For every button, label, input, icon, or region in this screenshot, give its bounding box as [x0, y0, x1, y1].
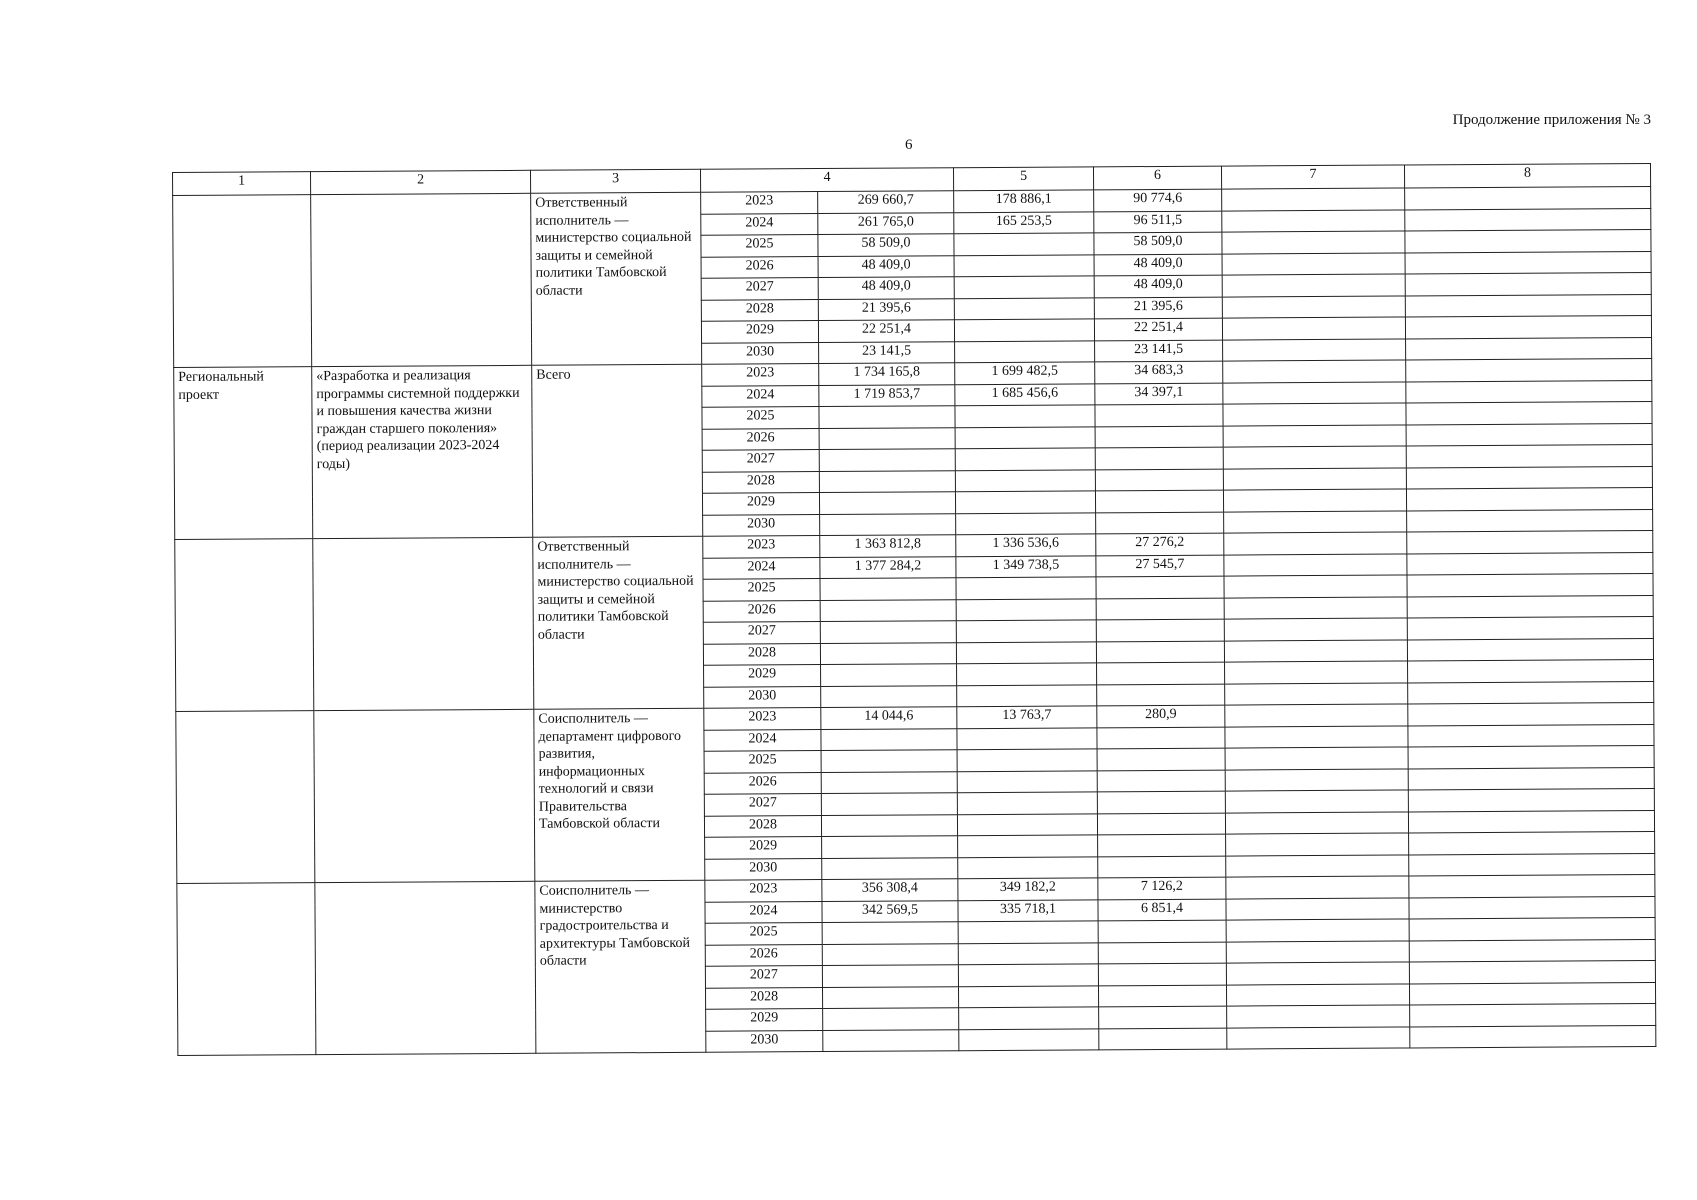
amount-cell-c5: 349 182,2: [958, 878, 1098, 900]
amount-cell-c5: [954, 276, 1094, 298]
empty-cell: [1224, 532, 1407, 555]
empty-cell: [1222, 252, 1405, 275]
empty-cell: [1406, 423, 1652, 446]
amount-cell-c4: 1 377 284,2: [820, 556, 956, 578]
amount-cell-c4: 356 308,4: [822, 879, 958, 901]
amount-cell-c4: [819, 449, 955, 471]
year-cell: 2028: [703, 643, 820, 665]
amount-cell-c4: [823, 1029, 959, 1051]
empty-cell: [1408, 745, 1654, 768]
amount-cell-c5: [955, 426, 1095, 448]
amount-cell-c4: [819, 492, 955, 514]
amount-cell-c6: [1095, 490, 1223, 512]
executor-cell: Соисполнитель — департамент цифрового развития, информационных технологий и связи Правительства Тамбовской области: [534, 708, 705, 881]
empty-cell: [1225, 768, 1408, 791]
empty-cell: [1223, 338, 1406, 361]
amount-cell-c6: [1097, 662, 1225, 684]
year-cell: 2027: [705, 966, 822, 988]
amount-cell-c6: [1099, 1028, 1227, 1050]
amount-cell-c4: 1 363 812,8: [820, 535, 956, 557]
empty-cell: [1405, 315, 1651, 338]
column-header: 7: [1221, 165, 1404, 189]
amount-cell-c5: [954, 233, 1094, 255]
empty-cell: [1408, 724, 1654, 747]
year-cell: 2029: [705, 837, 822, 859]
amount-cell-c4: [821, 728, 957, 750]
empty-cell: [1222, 231, 1405, 254]
group-title-cell: [314, 709, 535, 882]
empty-cell: [1408, 659, 1654, 682]
empty-cell: [1226, 876, 1409, 899]
year-cell: 2029: [706, 1009, 823, 1031]
year-cell: 2025: [701, 235, 818, 257]
empty-cell: [1224, 510, 1407, 533]
year-cell: 2029: [704, 665, 821, 687]
amount-cell-c5: [959, 1028, 1099, 1050]
amount-cell-c6: [1097, 727, 1225, 749]
amount-cell-c5: 335 718,1: [958, 899, 1098, 921]
amount-cell-c6: 58 509,0: [1094, 232, 1222, 254]
amount-cell-c5: [955, 405, 1095, 427]
amount-cell-c5: [954, 254, 1094, 276]
column-header: 5: [953, 167, 1093, 191]
year-cell: 2024: [705, 901, 822, 923]
year-cell: 2026: [705, 944, 822, 966]
empty-cell: [1406, 466, 1652, 489]
budget-table: [172, 163, 1656, 1056]
empty-cell: [1226, 833, 1409, 856]
year-cell: 2028: [704, 815, 821, 837]
amount-cell-c4: 22 251,4: [818, 320, 954, 342]
executor-cell: Ответственный исполнитель — министерство социальной защиты и семейной политики Тамбовской области: [533, 536, 704, 709]
group-title-cell: [315, 881, 536, 1054]
amount-cell-c4: [821, 814, 957, 836]
amount-cell-c6: [1097, 791, 1225, 813]
empty-cell: [1224, 618, 1407, 641]
empty-cell: [1405, 294, 1651, 317]
amount-cell-c6: 48 409,0: [1094, 275, 1222, 297]
amount-cell-c6: 27 276,2: [1096, 533, 1224, 555]
empty-cell: [1409, 831, 1655, 854]
empty-cell: [1222, 274, 1405, 297]
year-cell: 2025: [702, 407, 819, 429]
empty-cell: [1408, 788, 1654, 811]
empty-cell: [1408, 681, 1654, 704]
column-header: 3: [530, 169, 700, 193]
amount-cell-c6: 21 395,6: [1094, 297, 1222, 319]
year-cell: 2023: [703, 536, 820, 558]
amount-cell-c5: [958, 942, 1098, 964]
amount-cell-c5: [958, 921, 1098, 943]
empty-cell: [1407, 552, 1653, 575]
amount-cell-c4: [822, 857, 958, 879]
empty-cell: [1406, 487, 1652, 510]
amount-cell-c5: [958, 835, 1098, 857]
empty-cell: [1222, 209, 1405, 232]
amount-cell-c6: [1097, 770, 1225, 792]
year-cell: 2030: [705, 858, 822, 880]
amount-cell-c6: [1095, 426, 1223, 448]
amount-cell-c6: [1097, 748, 1225, 770]
empty-cell: [1224, 639, 1407, 662]
amount-cell-c4: 1 734 165,8: [819, 363, 955, 385]
empty-cell: [1408, 702, 1654, 725]
page-number: 6: [905, 137, 913, 153]
empty-cell: [1225, 682, 1408, 705]
amount-cell-c6: [1096, 576, 1224, 598]
empty-cell: [1410, 1025, 1656, 1048]
year-cell: 2026: [701, 256, 818, 278]
amount-cell-c5: 1 699 482,5: [955, 362, 1095, 384]
empty-cell: [1225, 704, 1408, 727]
year-cell: 2030: [706, 1030, 823, 1052]
empty-cell: [1225, 661, 1408, 684]
empty-cell: [1226, 983, 1409, 1006]
empty-cell: [1226, 940, 1409, 963]
executor-cell: Соисполнитель — министерство градостроительства и архитектуры Тамбовской области: [535, 880, 706, 1053]
year-cell: 2025: [704, 751, 821, 773]
amount-cell-c5: [955, 448, 1095, 470]
empty-cell: [1407, 595, 1653, 618]
amount-cell-c6: [1096, 512, 1224, 534]
empty-cell: [1407, 573, 1653, 596]
empty-cell: [1225, 811, 1408, 834]
empty-cell: [1224, 596, 1407, 619]
amount-cell-c6: 6 851,4: [1098, 899, 1226, 921]
year-cell: 2028: [701, 299, 818, 321]
amount-cell-c4: [822, 836, 958, 858]
year-cell: 2025: [703, 579, 820, 601]
year-cell: 2024: [702, 385, 819, 407]
year-cell: 2023: [702, 364, 819, 386]
amount-cell-c6: [1095, 469, 1223, 491]
amount-cell-c6: 34 397,1: [1095, 383, 1223, 405]
empty-cell: [1406, 337, 1652, 360]
group-type-cell: [173, 195, 312, 368]
year-cell: 2028: [705, 987, 822, 1009]
empty-cell: [1405, 272, 1651, 295]
empty-cell: [1226, 897, 1409, 920]
amount-cell-c4: [821, 685, 957, 707]
amount-cell-c5: [957, 684, 1097, 706]
amount-cell-c5: [954, 297, 1094, 319]
group-type-cell: [176, 711, 315, 884]
amount-cell-c5: [956, 598, 1096, 620]
amount-cell-c5: 13 763,7: [957, 706, 1097, 728]
amount-cell-c6: 90 774,6: [1094, 189, 1222, 211]
year-cell: 2030: [702, 342, 819, 364]
empty-cell: [1409, 853, 1655, 876]
amount-cell-c5: [954, 319, 1094, 341]
amount-cell-c4: [820, 621, 956, 643]
empty-cell: [1227, 1026, 1410, 1049]
column-header: 6: [1093, 166, 1221, 190]
group-title-cell: [313, 537, 534, 710]
amount-cell-c5: [958, 964, 1098, 986]
amount-cell-c4: [823, 1008, 959, 1030]
column-header: 2: [311, 170, 531, 194]
amount-cell-c5: [955, 491, 1095, 513]
amount-cell-c6: 280,9: [1097, 705, 1225, 727]
empty-cell: [1222, 295, 1405, 318]
amount-cell-c5: 165 253,5: [954, 211, 1094, 233]
year-cell: 2023: [705, 880, 822, 902]
year-cell: 2024: [704, 729, 821, 751]
column-header: 1: [173, 172, 311, 196]
year-cell: 2026: [703, 600, 820, 622]
amount-cell-c4: [820, 578, 956, 600]
empty-cell: [1405, 208, 1651, 231]
empty-cell: [1405, 251, 1651, 274]
empty-cell: [1408, 767, 1654, 790]
amount-cell-c4: 58 509,0: [818, 234, 954, 256]
amount-cell-c5: [956, 512, 1096, 534]
amount-cell-c6: [1095, 447, 1223, 469]
amount-cell-c6: 7 126,2: [1098, 877, 1226, 899]
column-header: 8: [1404, 163, 1650, 188]
amount-cell-c6: [1098, 920, 1226, 942]
empty-cell: [1225, 747, 1408, 770]
amount-cell-c4: [820, 642, 956, 664]
amount-cell-c6: 96 511,5: [1094, 211, 1222, 233]
year-cell: 2026: [704, 772, 821, 794]
amount-cell-c5: [956, 577, 1096, 599]
empty-cell: [1226, 854, 1409, 877]
amount-cell-c5: 178 886,1: [954, 190, 1094, 212]
empty-cell: [1407, 616, 1653, 639]
amount-cell-c6: [1095, 404, 1223, 426]
amount-cell-c4: [820, 513, 956, 535]
amount-cell-c4: 269 660,7: [818, 191, 954, 213]
amount-cell-c4: [822, 922, 958, 944]
column-header: 4: [700, 168, 953, 193]
amount-cell-c4: 23 141,5: [819, 341, 955, 363]
amount-cell-c4: [821, 793, 957, 815]
empty-cell: [1222, 317, 1405, 340]
amount-cell-c5: [955, 469, 1095, 491]
group-title-cell: [311, 193, 532, 366]
executor-cell: Всего: [532, 364, 703, 537]
empty-cell: [1409, 960, 1655, 983]
amount-cell-c5: 1 685 456,6: [955, 383, 1095, 405]
amount-cell-c5: [959, 1007, 1099, 1029]
year-cell: 2023: [704, 708, 821, 730]
amount-cell-c6: 48 409,0: [1094, 254, 1222, 276]
year-cell: 2027: [702, 450, 819, 472]
year-cell: 2027: [703, 622, 820, 644]
year-cell: 2029: [701, 321, 818, 343]
amount-cell-c4: [821, 750, 957, 772]
empty-cell: [1226, 962, 1409, 985]
amount-cell-c4: 342 569,5: [822, 900, 958, 922]
empty-cell: [1409, 917, 1655, 940]
empty-cell: [1223, 403, 1406, 426]
amount-cell-c6: [1096, 619, 1224, 641]
empty-cell: [1406, 358, 1652, 381]
year-cell: 2026: [702, 428, 819, 450]
empty-cell: [1406, 444, 1652, 467]
group-title-cell: «Разработка и реализация программы системной поддержки и повышения качества жизни граждан старшего поколения» (период реализации 2023-2024 годы): [312, 365, 533, 538]
amount-cell-c5: [957, 770, 1097, 792]
empty-cell: [1407, 509, 1653, 532]
year-cell: 2028: [702, 471, 819, 493]
year-cell: 2024: [701, 213, 818, 235]
year-cell: 2027: [701, 278, 818, 300]
amount-cell-c4: [822, 965, 958, 987]
amount-cell-c4: [819, 427, 955, 449]
amount-cell-c4: [821, 771, 957, 793]
amount-cell-c6: [1097, 813, 1225, 835]
empty-cell: [1407, 638, 1653, 661]
table-container: [172, 163, 1655, 1056]
empty-cell: [1405, 186, 1651, 209]
empty-cell: [1406, 380, 1652, 403]
amount-cell-c5: 1 336 536,6: [956, 534, 1096, 556]
empty-cell: [1227, 1005, 1410, 1028]
amount-cell-c4: [820, 599, 956, 621]
amount-cell-c6: [1096, 641, 1224, 663]
amount-cell-c5: [957, 663, 1097, 685]
empty-cell: [1223, 360, 1406, 383]
empty-cell: [1409, 896, 1655, 919]
amount-cell-c6: [1097, 684, 1225, 706]
empty-cell: [1224, 575, 1407, 598]
empty-cell: [1223, 381, 1406, 404]
amount-cell-c5: [958, 856, 1098, 878]
amount-cell-c4: 261 765,0: [818, 212, 954, 234]
amount-cell-c6: 27 545,7: [1096, 555, 1224, 577]
table-body: [173, 186, 1656, 1055]
amount-cell-c4: 48 409,0: [818, 255, 954, 277]
amount-cell-c6: 23 141,5: [1095, 340, 1223, 362]
year-cell: 2027: [704, 794, 821, 816]
amount-cell-c6: [1099, 1006, 1227, 1028]
amount-cell-c6: 34 683,3: [1095, 361, 1223, 383]
amount-cell-c6: 22 251,4: [1094, 318, 1222, 340]
empty-cell: [1410, 1003, 1656, 1026]
empty-cell: [1225, 790, 1408, 813]
amount-cell-c4: 21 395,6: [818, 298, 954, 320]
empty-cell: [1223, 424, 1406, 447]
group-type-cell: Региональный проект: [174, 367, 313, 540]
amount-cell-c4: [821, 664, 957, 686]
amount-cell-c4: 1 719 853,7: [819, 384, 955, 406]
year-cell: 2030: [704, 686, 821, 708]
amount-cell-c5: [955, 340, 1095, 362]
amount-cell-c5: [957, 813, 1097, 835]
empty-cell: [1409, 874, 1655, 897]
amount-cell-c5: [956, 620, 1096, 642]
executor-cell: Ответственный исполнитель — министерство социальной защиты и семейной политики Тамбовской области: [531, 192, 702, 365]
empty-cell: [1409, 939, 1655, 962]
amount-cell-c5: [957, 749, 1097, 771]
amount-cell-c6: [1098, 985, 1226, 1007]
year-cell: 2024: [703, 557, 820, 579]
amount-cell-c4: [822, 986, 958, 1008]
amount-cell-c6: [1096, 598, 1224, 620]
empty-cell: [1407, 530, 1653, 553]
amount-cell-c4: [822, 943, 958, 965]
amount-cell-c5: [956, 641, 1096, 663]
amount-cell-c5: 1 349 738,5: [956, 555, 1096, 577]
appendix-continuation-label: Продолжение приложения № 3: [1452, 112, 1651, 128]
amount-cell-c4: 14 044,6: [821, 707, 957, 729]
empty-cell: [1405, 229, 1651, 252]
empty-cell: [1409, 982, 1655, 1005]
empty-cell: [1225, 725, 1408, 748]
amount-cell-c6: [1098, 942, 1226, 964]
year-cell: 2023: [701, 192, 818, 214]
amount-cell-c5: [957, 792, 1097, 814]
empty-cell: [1223, 446, 1406, 469]
amount-cell-c4: [819, 406, 955, 428]
amount-cell-c5: [958, 985, 1098, 1007]
empty-cell: [1224, 553, 1407, 576]
empty-cell: [1226, 919, 1409, 942]
empty-cell: [1222, 188, 1405, 211]
empty-cell: [1406, 401, 1652, 424]
year-cell: 2029: [702, 493, 819, 515]
empty-cell: [1408, 810, 1654, 833]
group-type-cell: [175, 539, 314, 712]
empty-cell: [1223, 489, 1406, 512]
amount-cell-c5: [957, 727, 1097, 749]
amount-cell-c6: [1098, 834, 1226, 856]
year-cell: 2025: [705, 923, 822, 945]
amount-cell-c6: [1098, 856, 1226, 878]
empty-cell: [1223, 467, 1406, 490]
group-type-cell: [177, 883, 316, 1056]
amount-cell-c4: [819, 470, 955, 492]
amount-cell-c6: [1098, 963, 1226, 985]
amount-cell-c4: 48 409,0: [818, 277, 954, 299]
year-cell: 2030: [703, 514, 820, 536]
